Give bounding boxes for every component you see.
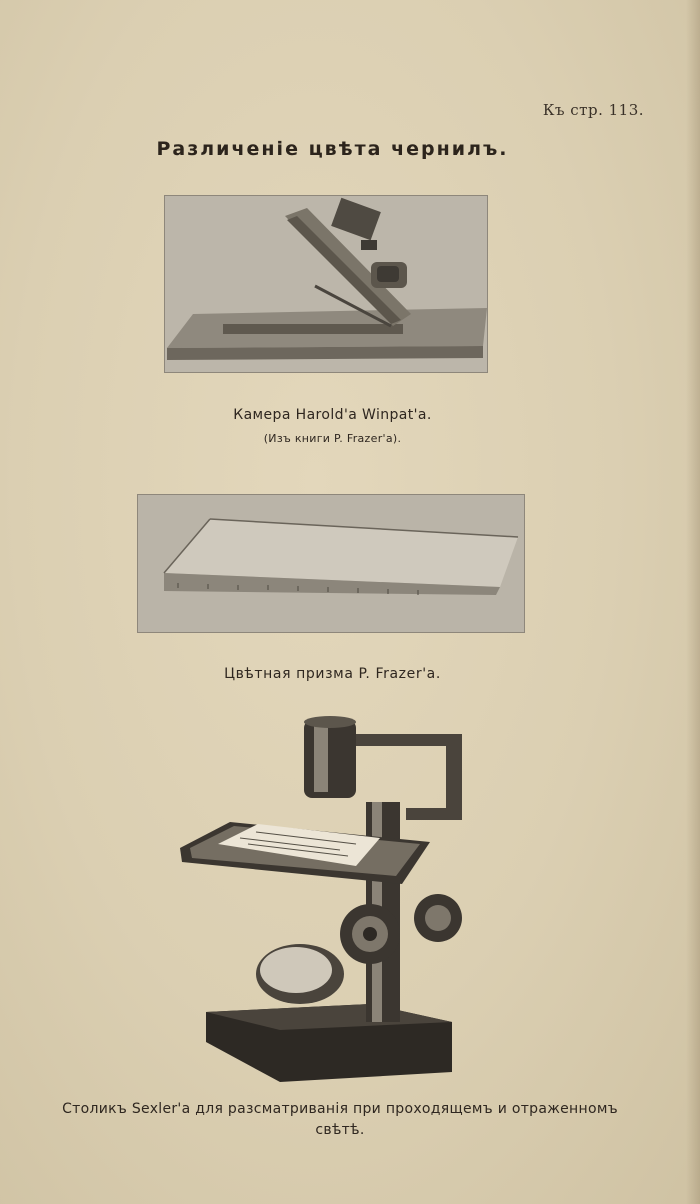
prism-illustration — [137, 494, 525, 633]
camera-subcaption: (Изъ книги P. Frazer'a). — [263, 432, 402, 445]
microscope-drawing — [170, 712, 480, 1092]
prism-caption: Цвѣтная призма P. Frazer'a. — [224, 666, 441, 682]
camera-illustration — [164, 195, 488, 373]
sexler-stage-illustration — [170, 712, 480, 1092]
page-edge-shadow — [686, 0, 700, 1204]
camera-caption: Камера Harold'a Winpat'a. — [233, 407, 432, 423]
prism-drawing — [138, 495, 524, 632]
camera-drawing — [165, 196, 487, 372]
sexler-stage-caption: Столикъ Sexler'a для разсматриванія при проходящемъ и отраженномъ свѣтѣ. — [62, 1101, 618, 1138]
page-title: Различеніе цвѣта чернилъ. — [156, 138, 509, 160]
page-reference: Къ стр. 113. — [542, 101, 644, 119]
